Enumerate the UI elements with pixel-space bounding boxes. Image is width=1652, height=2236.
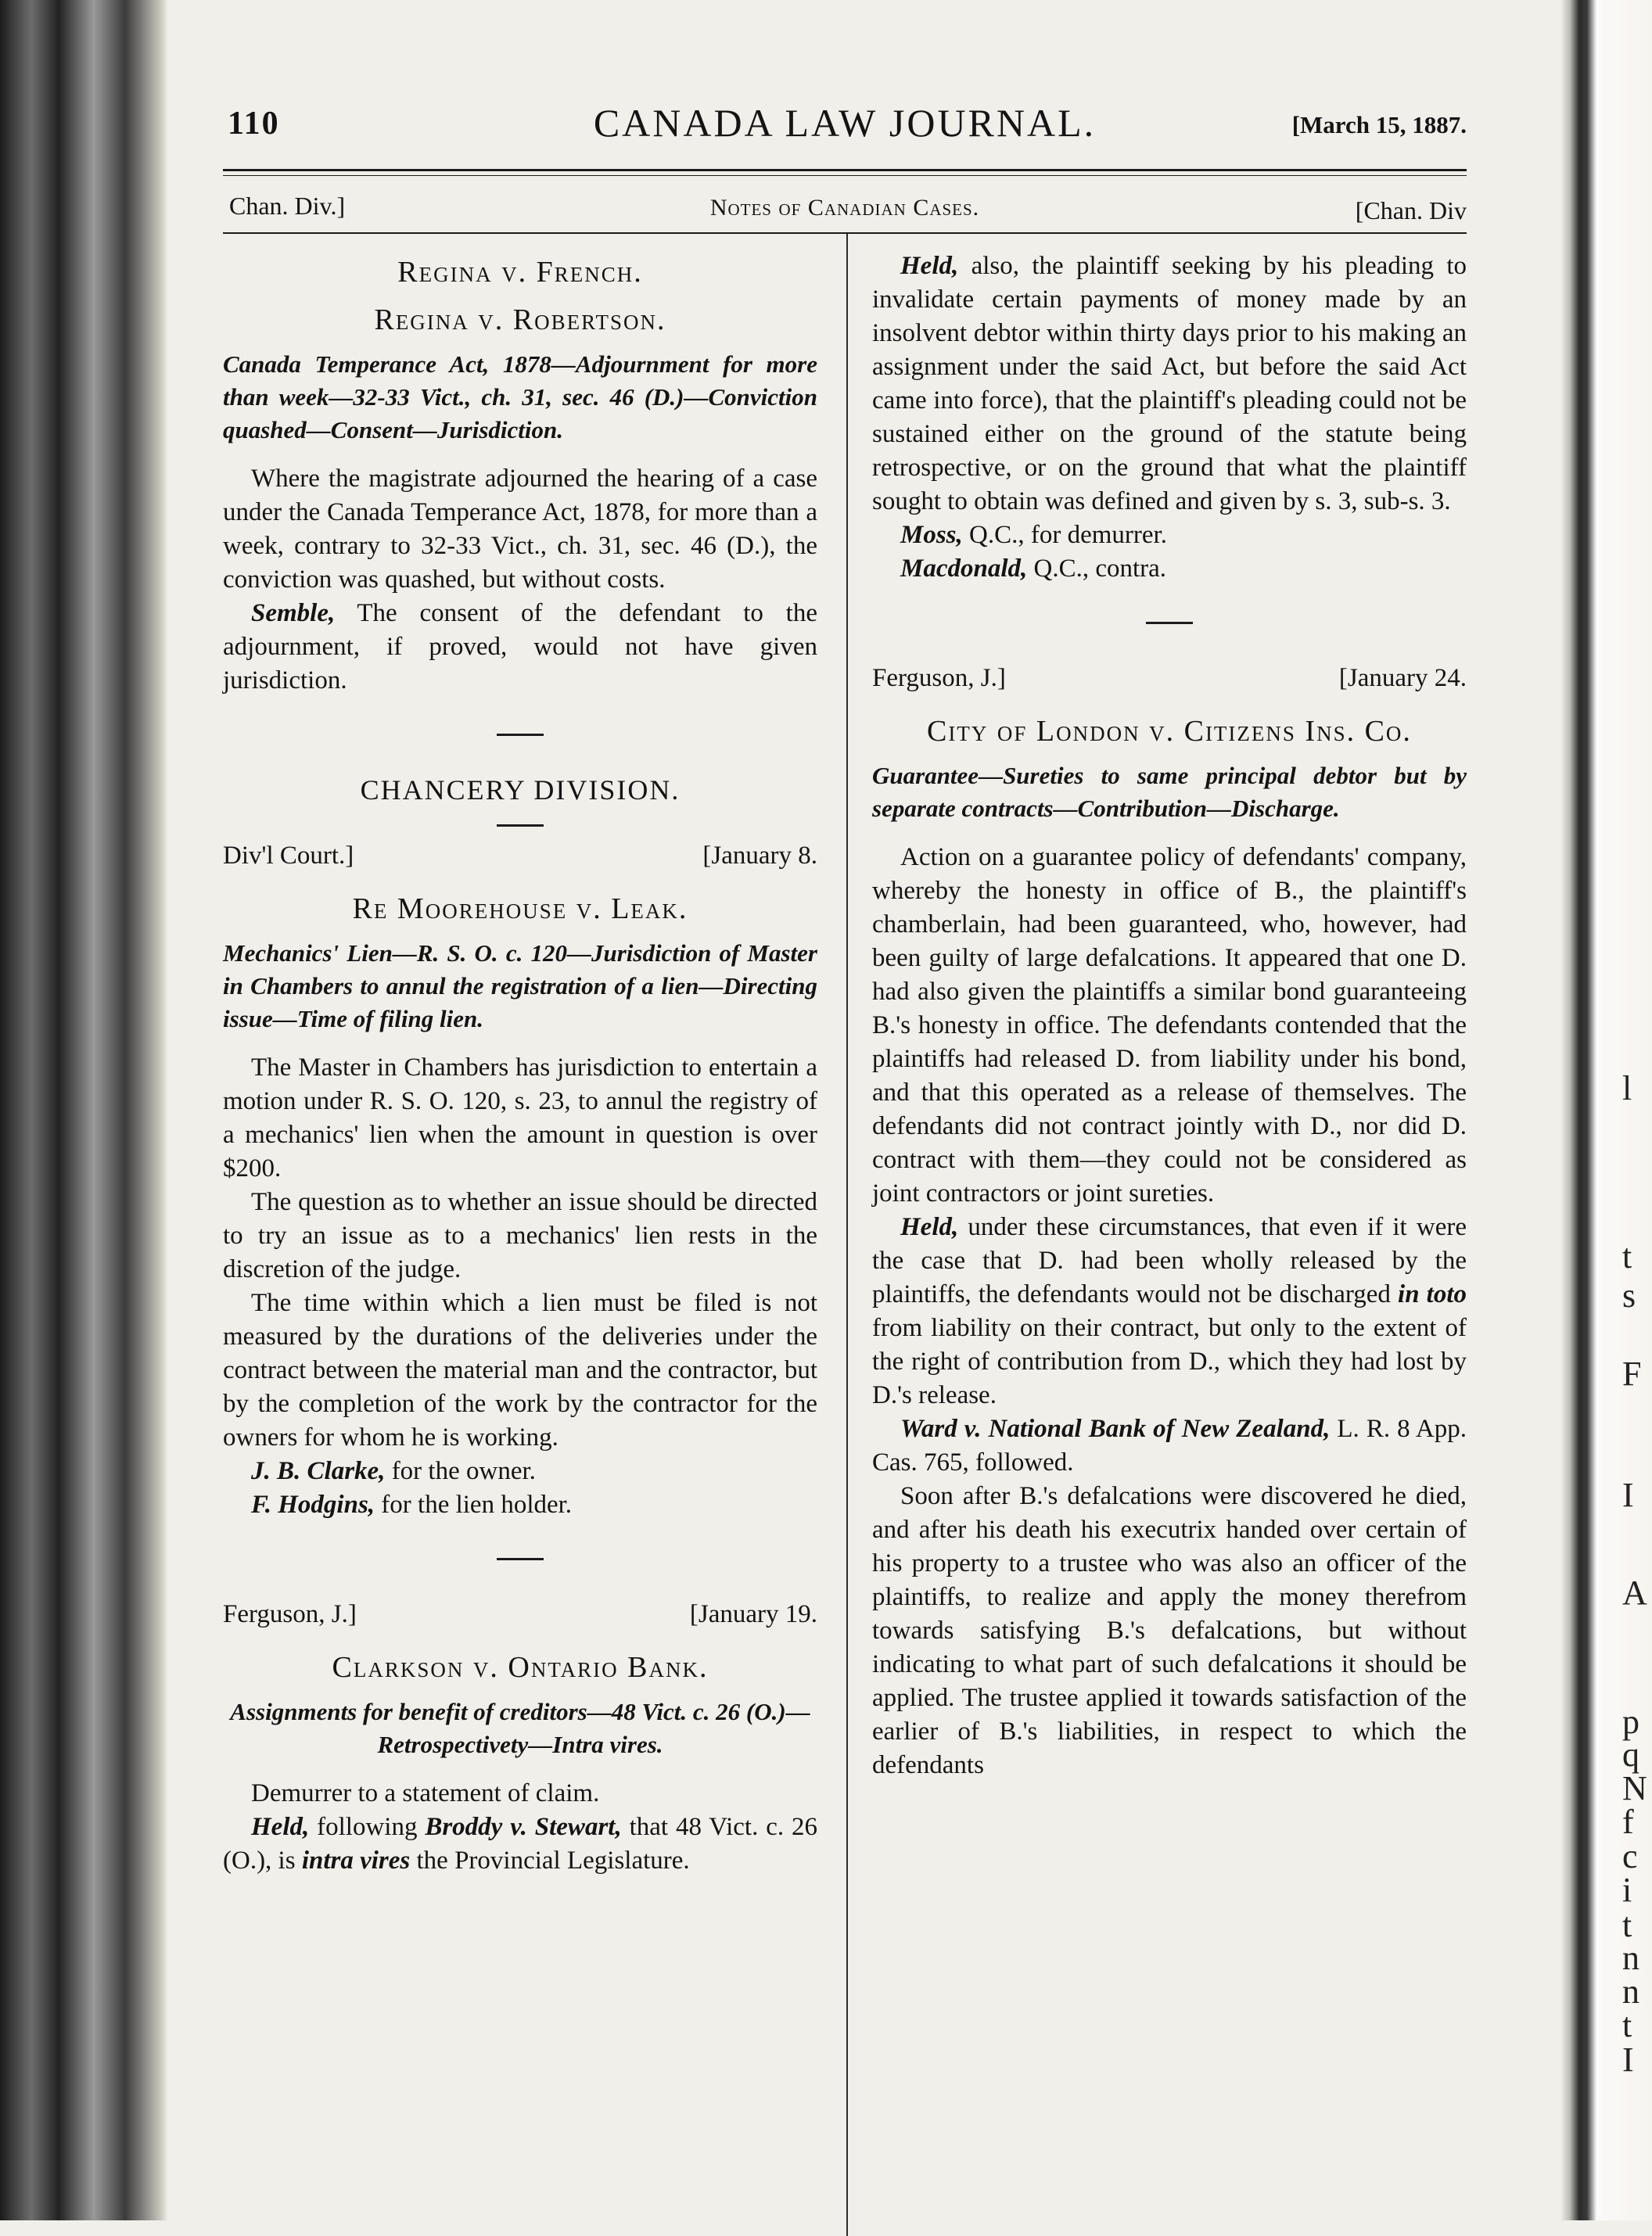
margin-glyph: c: [1622, 1837, 1638, 1875]
case-title: Re Moorehouse v. Leak.: [352, 892, 688, 925]
running-header: [223, 94, 1467, 164]
held-lead: Held,: [900, 252, 959, 280]
paragraph-text: from liability on their contract, but only to the extent of the right of contribution from D., which they had lost by D.'s release.: [872, 1314, 1467, 1409]
paragraph: Action on a guarantee policy of defendants' company, whereby the honesty in office of B., the plaintiff's chamberlain, had been guaranteed, who, however, had been guilty of large defalcations. It appeared that one D. had also given the plaintiffs a similar bond guaranteeing B.'s honesty in office. The defendants contended that the plaintiffs had released D. from liability under his bond, and that this operated as a release of themselves. The defendants did not contract jointly with D., nor did D. contract with them—they could not be considered as joint contractors or joint sureties.: [872, 843, 1467, 1208]
counsel-line: [872, 552, 1467, 586]
case-date: [January 24.: [1338, 664, 1467, 692]
text-columns: [223, 234, 1467, 2236]
counsel-name: Moss,: [900, 521, 963, 549]
section-header: [223, 176, 1467, 232]
paragraph: Soon after B.'s defalcations were discovered he died, and after his death his executrix handed over certain of his property to a trustee who was also an officer of the plaintiffs, to realize and apply the money therefrom towards satisfying B.'s defalcations, but without indicating to what part of such defalcations it should be applied. The trustee applied it towards satisfaction of the earlier of B.'s liabilities, in respect to which the defendants: [872, 1482, 1467, 1779]
margin-glyph: n: [1622, 1939, 1639, 1977]
column-divider: [846, 234, 848, 2236]
paragraph-text: also, the plaintiff seeking by his pleading to invalidate certain payments of money made by an insolvent debtor within thirty days prior to his making an assignment under the said Act, but before the said Act came into force), that the plaintiff's pleading could not be sustained either on the ground of the statute being retrospective, or on the ground that what the plaintiff sought to obtain was defined and given by s. 3, sub-s. 3.: [872, 252, 1467, 515]
separator-rule: [497, 734, 544, 736]
margin-glyph: n: [1622, 1972, 1639, 2011]
scan-left-edge: [0, 0, 168, 2220]
margin-glyph: i: [1622, 1871, 1632, 1909]
latin-phrase: intra vires: [301, 1847, 411, 1875]
paragraph-text: L. R. 8 App. Cas. 765, followed.: [872, 1415, 1467, 1477]
counsel-name: F. Hodgins,: [251, 1491, 375, 1519]
division-left: Chan. Div.]: [229, 192, 346, 220]
headnote: Assignments for benefit of creditors—48 Vict. c. 26 (O.)—Retrospectivety—Intra vires.: [230, 1698, 810, 1758]
paragraph-text: The consent of the defendant to the adjournment, if proved, would not have given jurisdiction.: [223, 599, 817, 694]
paragraph-text: the Provincial Legislature.: [410, 1847, 690, 1875]
section-name: Notes of Canadian Cases.: [709, 195, 980, 221]
court-line: [872, 662, 1467, 701]
semble-lead: Semble,: [251, 599, 336, 627]
court-name: Ferguson, J.]: [223, 1600, 357, 1628]
margin-glyph: A: [1622, 1574, 1647, 1612]
counsel-role: Q.C., for demurrer.: [962, 521, 1167, 549]
division-right: [Chan. Div: [1355, 196, 1467, 224]
right-column: [872, 249, 1467, 1782]
headnote: Canada Temperance Act, 1878—Adjournment for more than week—32-33 Vict., ch. 31, sec. 46 (D.)—Conviction quashed—Consent—Jurisdiction.: [223, 350, 817, 443]
page-number: 110: [228, 106, 280, 142]
margin-glyph: I: [1622, 1476, 1634, 1514]
paragraph: [872, 249, 1467, 519]
journal-page: [223, 94, 1467, 2236]
cited-case: Broddy v. Stewart,: [425, 1813, 622, 1841]
counsel-role: for the lien holder.: [375, 1491, 573, 1519]
paragraph-text: under these circumstances, that even if it were the case that D. had been wholly released by the plaintiffs, the defendants would not be discharged: [872, 1213, 1467, 1308]
separator-rule: [497, 824, 544, 827]
case-date: [January 8.: [702, 842, 817, 870]
counsel-role: Q.C., contra.: [1027, 555, 1167, 583]
margin-glyph: f: [1622, 1803, 1634, 1841]
court-name: Div'l Court.]: [223, 842, 354, 870]
paragraph-text: that 48 Vict. c. 26 (O.), is: [223, 1813, 817, 1875]
issue-date: [March 15, 1887.: [1291, 111, 1467, 138]
paragraph: The question as to whether an issue should be directed to try an issue as to a mechanics' lien rests in the discretion of the judge.: [223, 1188, 817, 1283]
paragraph: Where the magistrate adjourned the hearing of a case under the Canada Temperance Act, 1878, for more than a week, contrary to 32-33 Vict., ch. 31, sec. 46 (D.), the conviction was quashed, but without costs.: [223, 465, 817, 594]
cited-case: Ward v. National Bank of New Zealand,: [900, 1415, 1331, 1443]
margin-glyph: t: [1622, 1237, 1632, 1276]
margin-glyph: q: [1622, 1735, 1639, 1774]
counsel-line: [223, 1455, 817, 1488]
margin-glyph: I: [1622, 2040, 1634, 2079]
margin-glyph: s: [1622, 1276, 1636, 1315]
headnote: Guarantee—Sureties to same principal debtor but by separate contracts—Contribution—Discharge.: [872, 762, 1467, 822]
case-title: Clarkson v. Ontario Bank.: [332, 1651, 709, 1684]
paragraph: The Master in Chambers has jurisdiction to entertain a motion under R. S. O. 120, s. 23, to annul the registry of a mechanics' lien when the amount in question is over $200.: [223, 1053, 817, 1183]
next-page-fragment: [1619, 0, 1652, 2220]
separator-rule: [1146, 622, 1193, 624]
headnote: Mechanics' Lien—R. S. O. c. 120—Jurisdiction of Master in Chambers to annul the registration of a lien—Directing issue—Time of filing lien.: [223, 939, 817, 1032]
held-lead: Held,: [900, 1213, 959, 1241]
paragraph: [872, 1412, 1467, 1480]
counsel-name: Macdonald,: [900, 555, 1028, 583]
margin-glyph: F: [1622, 1355, 1642, 1393]
case-title: City of London v. Citizens Ins. Co.: [927, 715, 1412, 748]
margin-glyph: t: [1622, 2006, 1632, 2044]
margin-glyph: p: [1622, 1703, 1639, 1741]
section-title: CHANCERY DIVISION.: [360, 774, 681, 806]
paragraph: [223, 1811, 817, 1878]
margin-glyph: l: [1622, 1069, 1632, 1107]
paragraph: [223, 597, 817, 698]
paragraph: The time within which a lien must be filed is not measured by the durations of the deliveries under the contract between the material man and the contractor, but by the completion of the work by the contractor for the owners for whom he is working.: [223, 1289, 817, 1452]
separator-rule: [497, 1558, 544, 1560]
margin-glyph: N: [1622, 1769, 1647, 1807]
header-rule: [223, 169, 1467, 176]
court-name: Ferguson, J.]: [872, 664, 1006, 692]
counsel-name: J. B. Clarke,: [251, 1457, 386, 1485]
counsel-role: for the owner.: [385, 1457, 536, 1485]
court-line: [223, 1598, 817, 1637]
case-title: Regina v. Robertson.: [374, 303, 666, 336]
paragraph: [872, 1211, 1467, 1412]
counsel-line: [872, 519, 1467, 552]
counsel-line: [223, 1488, 817, 1522]
court-line: [223, 839, 817, 878]
case-title: Regina v. French.: [397, 256, 643, 289]
held-lead: Held,: [251, 1813, 310, 1841]
paragraph: Demurrer to a statement of claim.: [251, 1779, 600, 1807]
case-date: [January 19.: [689, 1600, 817, 1628]
left-column: [223, 249, 817, 1878]
journal-title: CANADA LAW JOURNAL.: [593, 101, 1097, 145]
margin-glyph: t: [1622, 1906, 1632, 1944]
paragraph-text: following: [309, 1813, 426, 1841]
latin-phrase: in toto: [1398, 1280, 1467, 1308]
